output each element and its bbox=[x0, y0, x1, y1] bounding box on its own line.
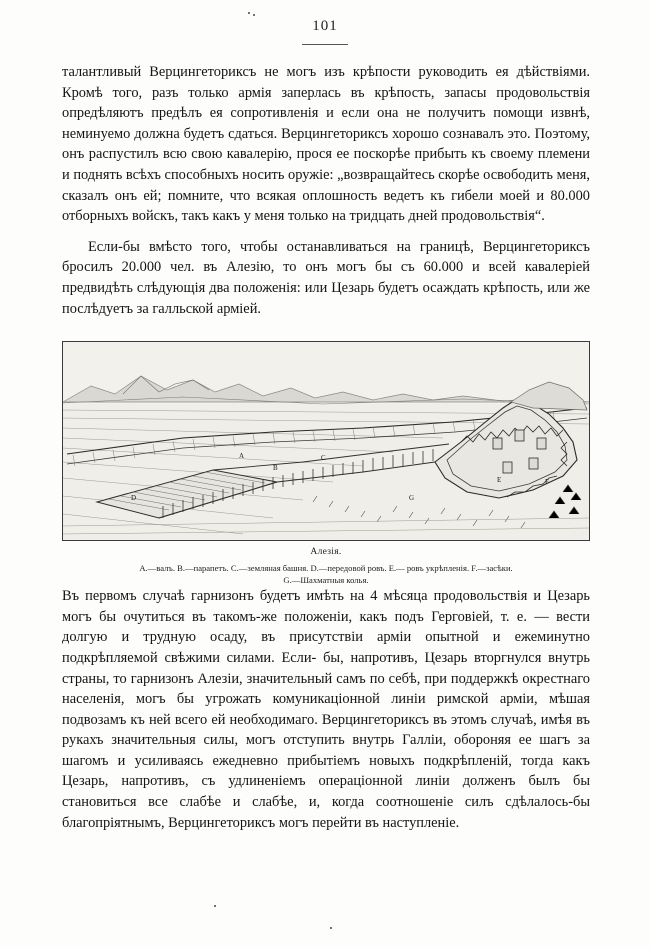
figure-legend bbox=[62, 562, 590, 586]
figure-label-d: D bbox=[131, 494, 137, 503]
figure-caption: Алезія. bbox=[310, 547, 342, 558]
page-number: 101 bbox=[312, 18, 338, 34]
page-number-rule bbox=[302, 44, 348, 45]
figure-legend-line-2: G.—Шахматныя колья. bbox=[283, 575, 369, 586]
paragraph-3: Въ первомъ случаѣ гарнизонъ будетъ имѣть на 4 мѣсяца продовольствія и Цезарь могъ бы очутиться въ такомъ-же положеніи, какъ подъ Герговіей, т. е. — вести долгую и трудную осаду, въ присутствіи арміи опытной и ежеминутно подкрѣпляемой свѣжими силами. Если- бы, напротивъ, Цезарь вторгнулся внутрь страны, то гарнизонъ Алезіи, значительный самъ по себѣ, при поддержкѣ окрестнаго населенія, могъ бы угрожать комуникаціонной линіи римской арміи, мѣшая подвозамъ къ ней всего ей необходимаго. Верцингеториксъ въ этомъ случаѣ, имѣя въ рукахъ значительныя силы, могъ отступить внутрь Галліи, обороняя ее шагъ за шагомъ и усиливаясь ежедневно прибытіемъ новыхъ подкрѣпленій, тогда какъ Цезарь, напротивъ, съ удлиненіемъ операціонной линіи долженъ былъ бы становиться все слабѣе и слабѣе, и, когда соотношеніе силъ сдѣлалось-бы благопріятнымъ, Верцингеториксъ могъ перейти въ наступленіе. bbox=[62, 588, 590, 831]
alesia-fortification-illustration bbox=[63, 342, 589, 540]
figure-label-f: F bbox=[545, 478, 549, 487]
figure-alesia bbox=[62, 341, 590, 586]
print-speck bbox=[214, 905, 216, 907]
figure-label-e: E bbox=[497, 476, 502, 485]
print-speck bbox=[248, 12, 250, 14]
figure-label-g: G bbox=[409, 494, 415, 503]
paragraph-2: Если-бы вмѣсто того, чтобы останавливаться на границѣ, Верцингеториксъ бросилъ 20.000 чел. въ Алезію, то онъ могъ бы съ 60.000 и всей кавалеріей предвидѣть слѣдующія два положенія: или Цезарь будетъ осаждать крѣпость, или же послѣдуетъ за галльской арміей. bbox=[62, 238, 590, 317]
print-speck bbox=[253, 14, 255, 16]
figure-legend-line-1: A.—валъ. B.—парапетъ. C.—земляная башня. D.—передовой ровъ. E.— ровъ укрѣпленія. F.—засѣки. bbox=[139, 563, 513, 574]
figure-label-c: C bbox=[321, 454, 326, 463]
print-speck bbox=[330, 927, 332, 929]
page-content bbox=[62, 62, 590, 833]
paragraph-1: талантливый Верцингеториксъ не могъ изъ крѣпости руководить ея дѣйствіями. Кромѣ того, разъ только армія заперлась въ крѣпость, запасы продовольствія опредѣляютъ предѣлъ ея сопротивленія и если она не получитъ помощи извнѣ, неминуемо должна будетъ сдаться. Верцингеториксъ хорошо сознавалъ это. Поэтому, онъ распустилъ всю свою кавалерію, прося ее поскорѣе прибыть къ своему племени и поднять всѣхъ способныхъ носить оружіе: „возвращайтесь скорѣе освободить меня, сказалъ онъ ей; помните, что всякая оплошность ведетъ къ гибели моей и 80.000 отборныхъ войскъ, такъ какъ у меня только на тридцать дней продовольствія“. bbox=[62, 64, 590, 225]
figure-image bbox=[62, 341, 590, 541]
figure-label-b: B bbox=[273, 464, 278, 473]
figure-label-a: A bbox=[239, 452, 245, 461]
